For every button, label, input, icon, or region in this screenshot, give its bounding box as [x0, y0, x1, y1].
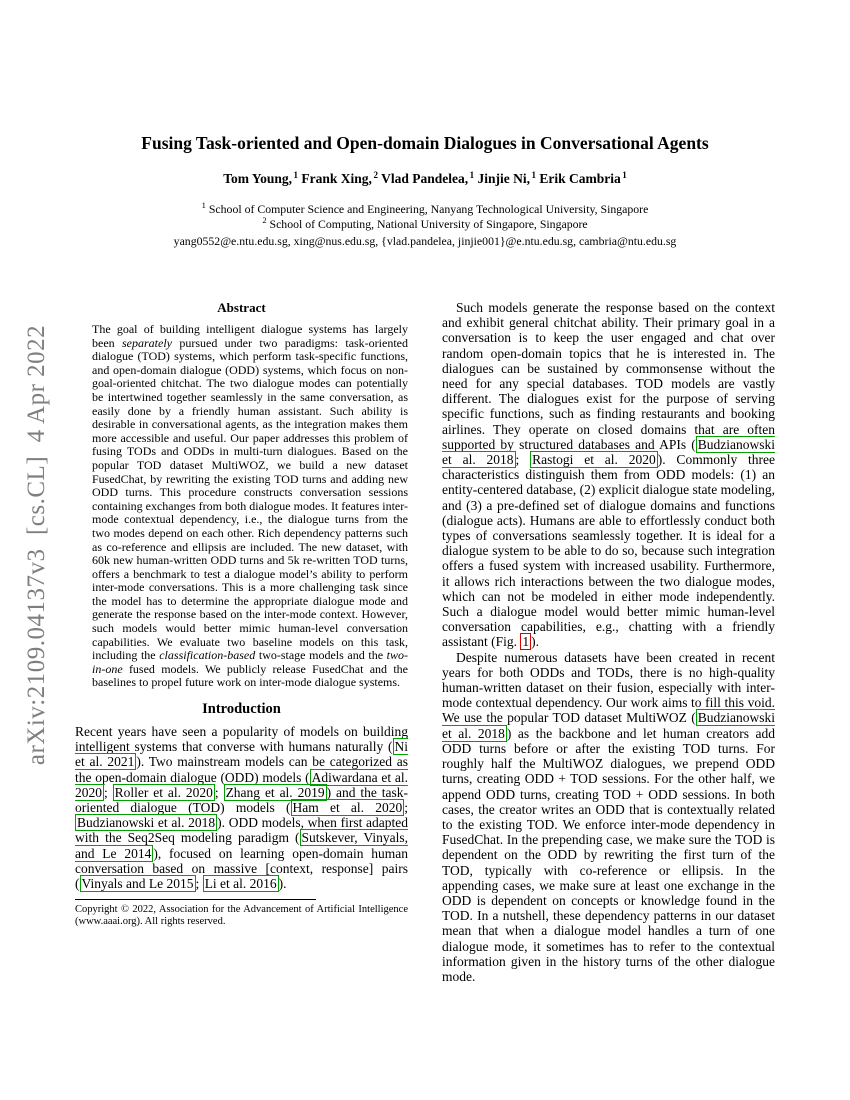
introduction-heading: Introduction [202, 701, 281, 718]
body-paragraph-2: Despite numerous datasets have been created in recent years for both ODDs and TODs, there is no high-quality human-written dataset on their fusion, especially with inter-mode contextual dependency. Our work aims to fill this void. We use the popular TOD dataset MultiWOZ ( Budzianowski et al. 2018 ) as the backbone and let human creators add ODD turns before or after the existing TOD turns. For roughly half the MultiWOZ dialogues, we prepend ODD turns, creating ODD + TOD sessions. For the other half, we append ODD turns, creating TOD + ODD sessions. In both cases, the creator writes an ODD that is contextually related to the existing TOD. We enforce inter-mode dependency in FusedChat. In the prepending case, we make sure the TOD is dependent on the ODD by rewriting the first turn of the TOD, typically with co-reference or ellipsis. In the appending cases, we make sure at least one exchange in the ODD is dependent on concepts or knowledge found in the TOD. In a nutshell, these dependency patterns in our dataset mean that when a dialogue model handles a turn of one dialogue mode, it sometimes has to refer to the contextual information given in the history turns of the other dialogue mode. [442, 649, 775, 984]
citation-link[interactable]: Ham et al. 2020 [292, 800, 403, 816]
citation-link[interactable]: Roller et al. 2020 [114, 784, 213, 800]
affiliation-1-text: School of Computer Science and Engineering, Nanyang Technological University, Singapore [205, 202, 649, 216]
author-affiliation-mark: 2 [373, 169, 378, 180]
citation-link[interactable]: Budzianowski et al. 2018 [442, 710, 775, 741]
author-name: Jinjie Ni, $^1$ [477, 169, 536, 186]
citation-link[interactable]: Rastogi et al. 2020 [532, 452, 656, 468]
affiliation-2 [50, 217, 800, 232]
two-column-body [75, 300, 775, 984]
affiliation-1-mark: 1 [201, 200, 206, 211]
email-line: yang0552@e.ntu.edu.sg, xing@nus.edu.sg, {vlad.pandelea, jinjie001}@e.ntu.edu.sg, cambria@ntu.edu.sg [173, 234, 677, 248]
citation-link[interactable]: Zhang et al. 2019 [225, 784, 325, 800]
author-affiliation-mark: 1 [622, 169, 627, 180]
footnote-rule [75, 899, 316, 900]
figure-ref-link[interactable]: 1 [522, 634, 530, 650]
abstract-heading: Abstract [217, 300, 266, 315]
paper-title: Fusing Task-oriented and Open-domain Dialogues in Conversational Agents [141, 133, 709, 153]
author-affiliation-mark: 1 [293, 169, 299, 180]
abstract-paragraph: The goal of building intelligent dialogue systems has largely been separately pursued under two paradigms: task-oriented dialogue (TOD) systems, which perform task-specific functions, and open-domain dialogue (ODD) systems, which focus on non-goal-oriented chitchat. The two dialogue modes can potentially be intertwined together seamlessly in the same conversation, as easily done by a friendly human assistant. Such ability is desirable in conversational agents, as the integration makes them more accessible and useful. Our paper addresses this problem of fusing TODs and ODDs in multi-turn dialogues. Based on the popular TOD dataset MultiWOZ, we build a new dataset FusedChat, by rewriting the existing TOD turns and adding new ODD turns. This procedure constructs conversation sessions containing exchanges from both dialogue modes. It features inter-mode contextual dependency, i.e., the dialogue turns from the two modes depend on each other. Rich dependency patterns such as co-reference and ellipsis are included. The new dataset, with 60k new human-written ODD turns and 5k re-written TOD turns, offers a benchmark to test a dialogue model’s ability to perform inter-mode conversations. This is a more challenging task since the model has to determine the appropriate dialogue mode and generate the response based on the inter-mode context. However, such models would better mimic human-level conversation capabilities. We evaluate two baseline models on this task, including the classification-based two-stage models and the two-in-one fused models. We publicly release FusedChat and the baselines to propel future work on inter-mode dialogue systems. [92, 322, 408, 690]
author-name: Vlad Pandelea, $^1$ [381, 169, 475, 186]
introduction-paragraph: Recent years have seen a popularity of models on building intelligent systems that converse with humans naturally ( Ni et al. 2021 ). Two mainstream models can be categorized as the open-domain dialogue (ODD) models ( Adiwardana et al. 2020 ; Roller et al. 2020 ; Zhang et al. 2019 ) and the task-oriented dialogue (TOD) models ( Ham et al. 2020 ; Budzianowski et al. 2018 ). ODD models, when first adapted with the Seq2Seq modeling paradigm ( Sutskever, Vinyals, and Le 2014 ), focused on learning open-domain human conversation based on massive [context, response] pairs ( Vinyals and Le 2015 ; Li et al. 2016 ). [75, 724, 409, 892]
emphasized-text: separately [122, 335, 172, 350]
citation-link[interactable]: Adiwardana et al. 2020 [75, 769, 408, 800]
citation-link[interactable]: Vinyals and Le 2015 [81, 876, 194, 892]
body-paragraph-1: Such models generate the response based on the context and exhibit general chitchat ability. Their primary goal in a conversation is to keep the user engaged and chat over random open-domain topics that he is interested in. The dialogues can be sustained by commonsense without the need for any special databases. TOD models are vastly different. The dialogues exist for the purpose of serving specific functions, such as finding restaurants and booking airlines. They operate on closed domains that are often supported by structured databases and APIs ( Budzianowski et al. 2018 ; Rastogi et al. 2020 ). Commonly three characteristics distinguish them from ODD models: (1) an entity-centered database, (2) explicit dialogue state modeling, and (3) a pre-defined set of dialogue domains and functions (dialogue acts). Humans are able to effortlessly conduct both types of conversations seamlessly together. It is ideal for a dialogue system to be able to do so, because such integration offers a fused system with increased usability. Furthermore, it allows rich interactions between the two dialogue modes, which can not be modeled in either mode independently. Such a dialogue model would better mimic human-level conversation capabilities, e.g., chatting with a friendly assistant (Fig. 1 ). [442, 300, 775, 650]
author-line [50, 171, 800, 187]
affiliation-1 [50, 202, 800, 217]
citation-link[interactable]: Sutskever, Vinyals, and Le 2014 [75, 830, 408, 861]
citation-link[interactable]: Budzianowski et al. 2018 [442, 436, 775, 468]
author-name: Tom Young, $^1$ [223, 169, 299, 186]
copyright-footnote: Copyright © 2022, Association for the Advancement of Artificial Intelligence (www.aaai.org). All rights reserved. [75, 904, 408, 928]
author-affiliation-mark: 1 [531, 169, 536, 180]
affiliation-block [50, 202, 800, 249]
right-column [442, 300, 775, 984]
affiliation-2-mark: 2 [262, 215, 267, 226]
author-name: Erik Cambria $^1$ [539, 169, 627, 186]
left-column [75, 300, 408, 984]
emphasized-text: classification-based [159, 648, 256, 663]
citation-link[interactable]: Ni et al. 2021 [75, 739, 408, 770]
citation-link[interactable]: Li et al. 2016 [204, 876, 277, 892]
author-affiliation-mark: 1 [469, 169, 475, 180]
copyright-footnote-block [75, 899, 408, 928]
affiliation-2-text: School of Computing, National University of Singapore, Singapore [266, 217, 588, 231]
citation-link[interactable]: Budzianowski et al. 2018 [77, 815, 216, 831]
author-name: Frank Xing, $^2$ [301, 169, 378, 186]
emphasized-text: two-in-one [92, 648, 408, 676]
arxiv-watermark: arXiv:2109.04137v3 [cs.CL] 4 Apr 2022 [23, 324, 50, 766]
